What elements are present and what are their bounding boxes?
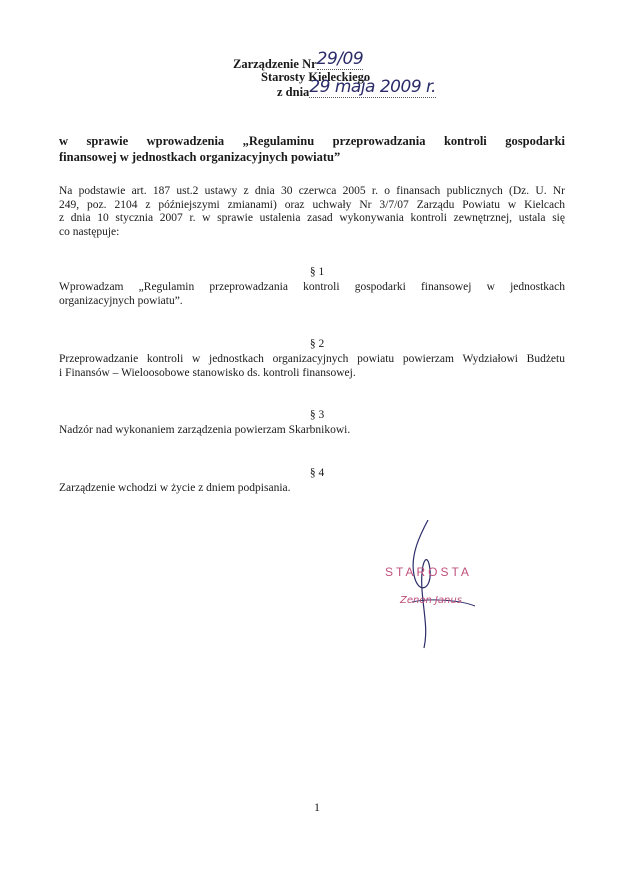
section-line: Nadzór nad wykonaniem zarządzenia powierzam Skarbnikowi. bbox=[59, 424, 351, 436]
stamp-title: STAROSTA bbox=[385, 565, 472, 579]
page-number: 1 bbox=[314, 800, 320, 814]
preamble-line: co następuje: bbox=[59, 225, 120, 238]
ordinance-number: 29/09 bbox=[316, 49, 364, 69]
section-3-text bbox=[59, 424, 565, 438]
section-line: Przeprowadzanie kontroli w jednostkach organizacyjnych powiatu powierzam Wydziałowi Budżetu bbox=[59, 353, 565, 365]
date-line bbox=[277, 77, 436, 99]
section-3-mark: § 3 bbox=[309, 409, 325, 421]
subject-line-1: w sprawie wprowadzenia „Regulaminu przeprowadzania kontroli gospodarki bbox=[59, 134, 565, 148]
subject-line-2: finansowej w jednostkach organizacyjnych powiatu” bbox=[59, 150, 341, 164]
document-subject bbox=[59, 133, 565, 165]
signature-scribble-icon bbox=[380, 520, 500, 650]
section-4-text bbox=[59, 482, 565, 496]
section-line: Zarządzenie wchodzi w życie z dniem podpisania. bbox=[59, 482, 291, 494]
issuer-line: Starosty Kieleckiego bbox=[261, 70, 371, 84]
section-line: i Finansów – Wieloosobowe stanowisko ds. kontroli finansowej. bbox=[59, 366, 356, 379]
section-4-mark: § 4 bbox=[309, 467, 325, 479]
ordinance-number-line bbox=[233, 49, 364, 71]
section-line: organizacyjnych powiatu”. bbox=[59, 294, 183, 307]
issue-date: 29 maja 2009 r. bbox=[309, 77, 436, 97]
signer-name: Zenon Janus bbox=[400, 595, 462, 606]
preamble-line: 249, poz. 2104 z późniejszymi zmianami) oraz uchwały Nr 3/7/07 Zarządu Powiatu w Kielcach bbox=[59, 198, 565, 211]
ordinance-prefix: Zarządzenie Nr bbox=[233, 57, 317, 71]
preamble bbox=[59, 185, 565, 239]
section-line: Wprowadzam „Regulamin przeprowadzania kontroli gospodarki finansowej w jednostkach bbox=[59, 281, 565, 293]
section-2-mark: § 2 bbox=[309, 338, 325, 350]
signature-block bbox=[380, 520, 500, 650]
preamble-line: Na podstawie art. 187 ust.2 ustawy z dnia 30 czerwca 2005 r. o finansach publicznych (Dz. U. Nr bbox=[59, 185, 565, 197]
preamble-line: z dnia 10 stycznia 2007 r. w sprawie ustalenia zasad wykonywania kontroli zewnętrznej, ustala się bbox=[59, 212, 565, 224]
section-1-mark: § 1 bbox=[309, 266, 325, 278]
section-1-text bbox=[59, 281, 565, 308]
section-2-text bbox=[59, 353, 565, 380]
date-prefix: z dnia bbox=[277, 85, 310, 99]
